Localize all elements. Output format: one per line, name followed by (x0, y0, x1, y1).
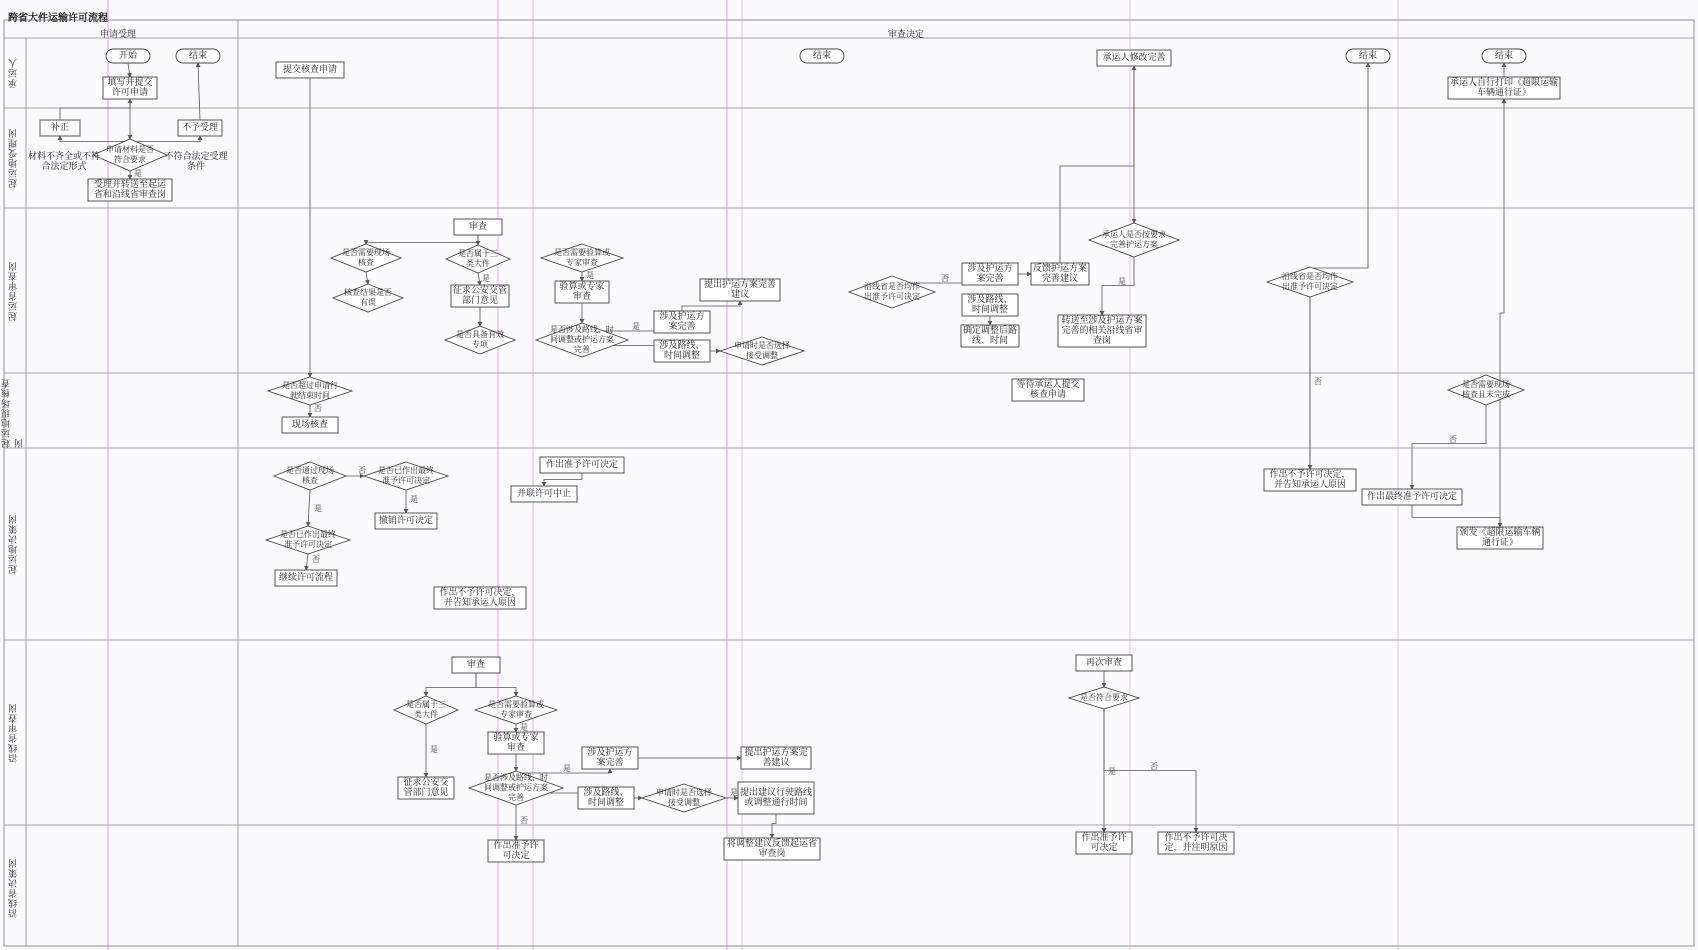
edge-label: 否 (941, 274, 949, 283)
node-label-final-permit-made-2: 是否已作出最终准予许可决定 (279, 530, 336, 549)
node-expert-review-b (488, 732, 544, 754)
node-route-adjust (536, 323, 628, 357)
node-not-accept (178, 120, 222, 136)
node-label-make-reject: 作出不予许可决定，并告知承运人原因 (439, 588, 521, 608)
edge-make-reject-2-to-end-2 (1310, 63, 1368, 469)
node-make-final (1362, 489, 1462, 505)
node-label-carrier-modify: 承运人修改完善 (1102, 53, 1166, 63)
node-revoke (375, 513, 437, 529)
edge-final-permit-made-2-to-continue-process (306, 554, 308, 570)
edge-label: 是 (410, 494, 418, 504)
edge-label: 是 (134, 168, 142, 178)
node-accept-forward (88, 179, 172, 201)
edge-need-site-2-to-make-final (1412, 405, 1486, 489)
node-label-all-permit-2: 沿线省是否均作出准予许可决定 (1281, 272, 1338, 291)
node-propose-escort (700, 279, 780, 301)
node-feedback-plan (1031, 263, 1089, 285)
edge-make-final-to-issue-pass (1412, 505, 1500, 527)
lane-origin-decision: 起运地决策岗 (8, 514, 19, 574)
node-label-verify-result: 核查结果是否有误 (343, 288, 392, 307)
node-label-all-permit: 沿线省是否均作出准予许可决定 (863, 282, 920, 301)
node-make-permit-c (1076, 832, 1132, 854)
node-accept-adjust-b (642, 784, 726, 812)
node-label-escort-plan-b: 涉及护运方案完善 (587, 748, 633, 768)
node-escort-perfect (962, 263, 1018, 285)
node-police-opinion (451, 285, 509, 307)
node-need-expert (541, 244, 623, 272)
node-submit-verify (276, 62, 344, 78)
edge-label: 否 (1314, 377, 1322, 386)
lane-origin-accept: 起运地受理岗 (8, 128, 19, 188)
edge-issue-pass-to-carrier-print (1500, 99, 1504, 527)
edge-label: 是 (586, 271, 594, 280)
edge-label: 是 (1118, 276, 1126, 286)
edge-escort-plan-to-propose-escort (682, 301, 740, 311)
node-review-2 (452, 657, 500, 673)
lane-route-review: 沿线省审查岗 (8, 702, 19, 763)
node-label-police-opinion-b: 征求公安交管部门意见 (403, 778, 449, 798)
node-label-accept-adjust: 申请时是否选择接受调整 (733, 341, 790, 360)
node-issue-pass (1457, 527, 1543, 549)
node-label-propose-escort: 提出护运方案完善建议 (703, 280, 776, 300)
edge-label: 是 (563, 764, 571, 773)
node-confirm-route (961, 325, 1019, 347)
node-label-wait-submit: 等待承运人提交核查申请 (1016, 380, 1080, 400)
node-label-end-1: 结束 (812, 51, 831, 61)
node-route-time (654, 340, 710, 362)
node-escort-plan-b (582, 747, 638, 769)
node-end-2 (1346, 49, 1390, 63)
lane-origin-site: 起运地现场核查岗 (2, 378, 25, 448)
node-make-reject (434, 587, 526, 609)
node-supplement (40, 120, 80, 136)
node-make-permit (540, 457, 624, 473)
node-end-1 (800, 49, 844, 63)
node-escort-plan (654, 311, 710, 333)
node-label-confirm-route: 确定调整后路线、时间 (963, 326, 1018, 346)
node-label-continue-process: 继续许可流程 (278, 573, 333, 583)
node-need-site (331, 244, 401, 272)
edge-label: 否 (520, 815, 528, 825)
phase-accept: 申请受理 (100, 30, 137, 40)
node-label-fill-apply: 填写并提交许可申请 (107, 78, 153, 98)
node-label-type3-b: 是否属于三类大件 (405, 700, 446, 719)
edge-make-permit-to-joint-stop (544, 473, 582, 486)
node-route-time-b (578, 787, 634, 809)
node-re-review (1076, 655, 1132, 671)
node-joint-stop (511, 486, 577, 502)
node-label-end-3: 结束 (1494, 51, 1513, 61)
node-pass-verify (274, 462, 346, 490)
node-label-route-adjust-b: 是否涉及路线、时间调整或护运方案完善 (483, 773, 548, 802)
node-verify-result (333, 284, 403, 312)
node-label-meet-req: 是否符合要求 (1079, 693, 1128, 702)
node-label-make-reject-c: 作出不予许可决定，并注明原因 (1164, 833, 1228, 853)
node-propose-escort-b (741, 747, 811, 769)
edge-label: 否 (1449, 434, 1457, 444)
edge-label: 否 (314, 404, 322, 413)
node-label-escort-perfect: 涉及护运方案完善 (967, 264, 1013, 284)
node-type3 (446, 245, 510, 273)
node-label-make-permit-c: 作出准予许可决定 (1081, 833, 1127, 853)
edge-review-2-to-type3-b (426, 673, 476, 696)
lane-origin-review: 起运省审查岗 (8, 260, 19, 321)
node-label-exceed-time: 是否超过申请行驶结束时间 (281, 381, 338, 400)
edge-label: 是 (1108, 766, 1116, 776)
node-label-site-verify: 现场核查 (291, 420, 328, 430)
node-label-propose-route-b: 提出建议行驶路线或调整通行时间 (740, 788, 813, 808)
node-label-route-time: 涉及路线、时间调整 (659, 341, 705, 361)
node-label-valid-opinion: 是否具备有效专项 (455, 330, 504, 349)
node-label-supplement: 补正 (50, 123, 69, 133)
node-accept-adjust (720, 337, 804, 365)
diagram-title: 跨省大件运输许可流程 (8, 13, 108, 24)
node-feedback-route-b (724, 838, 820, 860)
node-end-reject (176, 49, 220, 63)
phase-review: 审查决定 (888, 30, 925, 40)
node-route-time-2 (962, 294, 1018, 316)
edge-start-to-fill-apply (128, 63, 130, 77)
node-label-pass-verify: 是否通过现场核查 (285, 466, 334, 485)
node-end-3 (1482, 49, 1526, 63)
node-label-carrier-perfect: 承运人是否按要求完善护运方案 (1101, 230, 1166, 249)
node-police-opinion-b (398, 777, 454, 799)
node-label-type3: 是否属于三类大件 (457, 249, 498, 268)
node-label-re-review: 再次审查 (1085, 658, 1122, 668)
edge-label: 否 (312, 555, 320, 564)
edge-label: 是 (482, 273, 490, 283)
node-label-submit-verify: 提交核查申请 (282, 65, 337, 75)
node-label-not-accept: 不予受理 (181, 123, 218, 133)
node-final-permit-made (364, 462, 448, 490)
edge-check-material-to-not-accept (130, 136, 200, 142)
lane-carrier: 承运人 (8, 58, 19, 88)
node-label-need-expert-b: 是否需要验算或专家审查 (487, 700, 544, 719)
edge-label: 否 (1150, 761, 1158, 771)
node-label-feedback-route-b: 将调整建议反馈起运省审查岗 (726, 839, 817, 859)
node-label-review-1: 审查 (468, 222, 487, 232)
node-label-make-permit: 作出准予许可决定 (545, 460, 618, 470)
edge-label: 是 (520, 722, 528, 732)
edge-need-site-to-verify-result (366, 272, 368, 284)
node-label-propose-escort-b: 提出护运方案完善建议 (744, 748, 808, 768)
edge-review-1-to-need-site (366, 235, 478, 244)
node-label-end-reject: 结束 (188, 51, 207, 61)
node-site-verify (282, 417, 338, 433)
node-label-expert-review-b: 验算或专家审查 (493, 733, 539, 753)
node-wait-submit (1012, 379, 1084, 401)
node-valid-opinion (445, 326, 515, 354)
node-label-joint-stop: 并联许可中止 (516, 489, 571, 499)
node-forward-plan (1058, 315, 1146, 347)
edge-check-material-to-supplement (60, 136, 130, 142)
node-label-revoke: 撤销许可决定 (378, 516, 433, 526)
node-label-make-permit-b: 作出准予许可决定 (493, 841, 539, 861)
node-label-make-reject-2: 作出不予许可决定，并告知承运人原因 (1269, 470, 1351, 490)
node-label-route-adjust: 是否涉及路线、时间调整或护运方案完善 (549, 325, 614, 354)
node-label-need-expert: 是否需要验算或专家审查 (553, 248, 610, 267)
node-label-material-incomplete: 材料不齐全或不符合法定形式 (27, 152, 100, 172)
node-make-reject-c (1158, 832, 1234, 854)
node-exceed-time (268, 377, 352, 405)
edge-label: 是 (730, 788, 738, 797)
node-expert-review (555, 281, 609, 303)
node-label-route-time-2: 涉及路线、时间调整 (967, 295, 1013, 315)
node-label-end-2: 结束 (1358, 51, 1377, 61)
edge-type3-to-police-opinion (478, 273, 480, 285)
node-final-permit-made-2 (266, 526, 350, 554)
edge-review-2-to-need-expert-b (476, 673, 516, 696)
node-label-start: 开始 (118, 51, 137, 61)
node-label-check-material: 申请材料是否符合要求 (105, 145, 154, 164)
edge-label: 是 (314, 504, 322, 513)
node-label-accept-adjust-b: 申请时是否选择接受调整 (655, 788, 712, 807)
node-label-forward-plan: 转送至涉及护运方案完善的相关沿线省审查岗 (1061, 316, 1143, 346)
node-check-material (93, 139, 167, 171)
node-label-issue-pass: 颁发《超限运输车辆通行证》 (1459, 528, 1541, 548)
edge-label: 是 (632, 322, 640, 331)
node-label-expert-review: 验算或专家审查 (559, 282, 605, 302)
lane-route-decision: 沿线省决策岗 (8, 857, 19, 918)
node-fill-apply (103, 77, 157, 99)
node-all-permit (849, 276, 935, 308)
edge-not-accept-to-end-reject (198, 63, 200, 120)
node-label-review-2: 审查 (466, 660, 485, 670)
node-route-adjust-b (469, 771, 563, 805)
node-label-police-opinion: 征求公安交管部门意见 (453, 286, 508, 306)
node-propose-route-b (738, 782, 814, 814)
node-label-need-site-2: 是否需要现场核查且未完成 (1461, 380, 1510, 399)
node-carrier-print (1448, 77, 1560, 99)
node-all-permit-2 (1267, 267, 1353, 297)
node-review-1 (454, 219, 502, 235)
node-continue-process (275, 570, 337, 586)
node-label-escort-plan: 涉及护运方案完善 (659, 312, 705, 332)
node-need-site-2 (1448, 375, 1524, 405)
node-label-feedback-plan: 反馈护运方案完善建议 (1033, 264, 1088, 284)
node-label-illegal: 不符合法定受理条件 (164, 152, 228, 172)
node-start (106, 49, 150, 63)
node-label-need-site: 是否需要现场核查 (341, 248, 390, 267)
edge-label: 是 (430, 745, 438, 754)
edge-supplement-to-fill-apply (60, 99, 130, 120)
node-label-accept-forward: 受理并转送至起运省和沿线省审查岗 (93, 180, 166, 200)
node-make-reject-2 (1264, 469, 1356, 491)
node-need-expert-b (475, 696, 557, 724)
node-label-make-final: 作出最终准予许可决定 (1366, 492, 1457, 502)
node-label-final-permit-made: 是否已作出最终准予许可决定 (377, 466, 434, 485)
node-make-permit-b (488, 840, 544, 862)
node-label-carrier-print: 承运人自行打印《超限运输车辆通行证》 (1450, 78, 1559, 98)
node-meet-req (1069, 687, 1139, 709)
edge-propose-route-b-to-feedback-route-b (772, 814, 776, 838)
node-carrier-modify (1097, 50, 1171, 66)
node-type3-b (394, 696, 458, 724)
edge-pass-verify-to-final-permit-made-2 (308, 490, 310, 526)
edge-label: 否 (358, 466, 366, 475)
node-carrier-perfect (1089, 223, 1179, 257)
node-label-route-time-b: 涉及路线、时间调整 (583, 788, 629, 808)
